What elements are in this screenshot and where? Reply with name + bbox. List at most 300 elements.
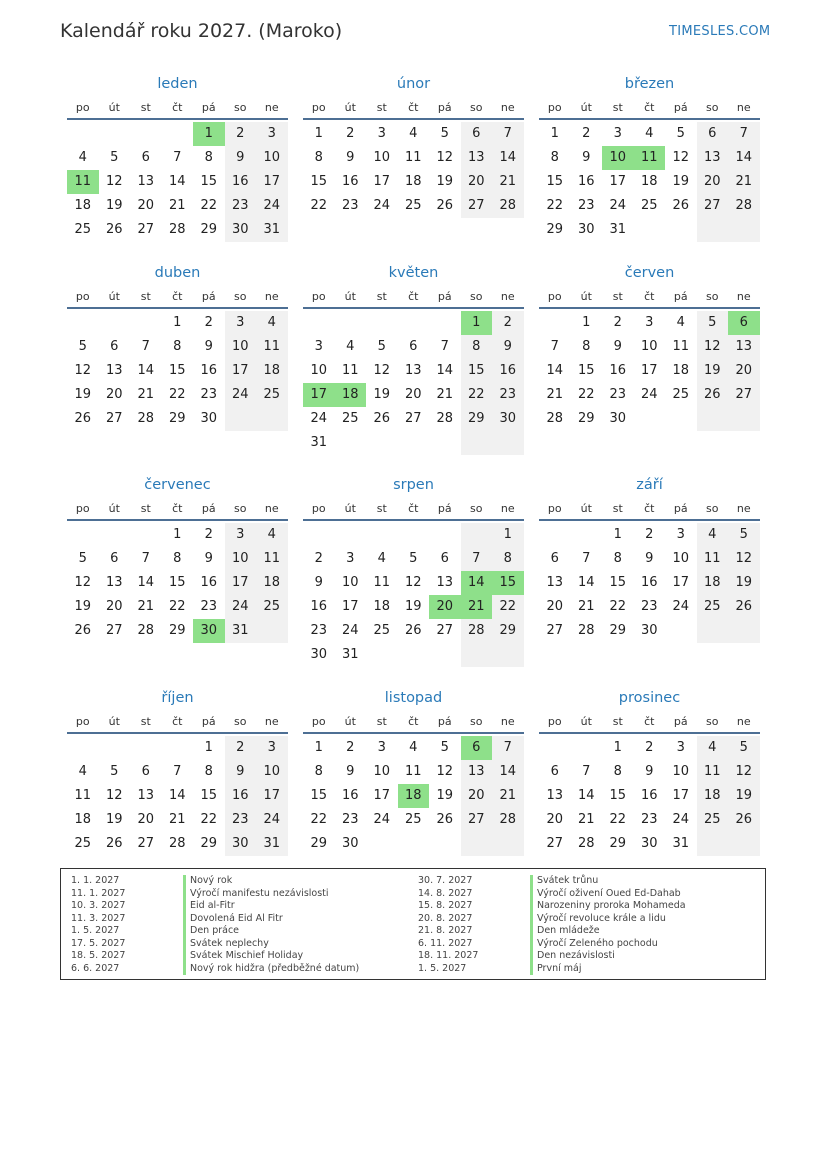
day-cell: 17 [225, 359, 257, 383]
empty-cell [335, 311, 367, 335]
month-name: březen [624, 76, 675, 92]
month-name: duben [154, 265, 201, 281]
day-cell: 27 [461, 808, 493, 832]
day-cell: 12 [74, 575, 92, 590]
day-cell: 22 [546, 198, 564, 213]
day-cell: 10 [640, 339, 658, 354]
empty-cell [366, 431, 398, 455]
day-cell: 23 [341, 812, 359, 827]
weekday-label: čt [644, 290, 655, 303]
day-cell: 5 [110, 764, 119, 779]
day-cell: 11 [373, 575, 391, 590]
day-cell: 28 [168, 222, 186, 237]
weekday-label: út [108, 502, 120, 515]
day-cell: 3 [613, 126, 622, 141]
day-cell: 26 [728, 808, 760, 832]
day-cell: 20 [461, 170, 493, 194]
day-cell: 3 [676, 527, 685, 542]
day-cell: 11 [404, 764, 422, 779]
day-cell: 15 [609, 788, 627, 803]
weekday-label: st [612, 715, 623, 728]
day-cell: 2 [225, 122, 257, 146]
day-cell: 21 [137, 387, 155, 402]
day-cell: 19 [373, 387, 391, 402]
day-cell: 4 [697, 736, 729, 760]
day-cell: 21 [168, 198, 186, 213]
day-cell: 13 [697, 146, 729, 170]
legend-date: 18. 11. 2027 [418, 950, 479, 961]
days-grid [303, 736, 524, 856]
day-cell: 10 [672, 551, 690, 566]
day-cell: 20 [429, 595, 461, 619]
day-cell: 27 [105, 411, 123, 426]
day-cell: 27 [461, 194, 493, 218]
day-cell: 16 [492, 359, 524, 383]
day-cell: 21 [461, 595, 493, 619]
weekday-label: út [344, 290, 356, 303]
day-cell: 5 [440, 740, 449, 755]
day-cell: 3 [377, 740, 386, 755]
day-cell: 25 [640, 198, 658, 213]
empty-cell [492, 832, 524, 856]
day-cell: 10 [256, 760, 288, 784]
legend-date: 1. 5. 2027 [418, 962, 467, 974]
day-cell: 18 [697, 571, 729, 595]
month-7 [67, 475, 288, 643]
month-6 [539, 263, 760, 431]
days-grid [303, 122, 524, 218]
day-cell: 26 [105, 222, 123, 237]
day-cell: 29 [200, 222, 218, 237]
weekday-label: čt [408, 290, 419, 303]
day-cell: 26 [436, 198, 454, 213]
day-cell: 1 [613, 740, 622, 755]
day-cell: 23 [609, 387, 627, 402]
empty-cell [728, 407, 760, 431]
day-cell: 24 [256, 194, 288, 218]
day-cell: 7 [461, 547, 493, 571]
weekday-label: ne [264, 290, 279, 303]
day-cell: 3 [314, 339, 323, 354]
day-cell: 27 [546, 623, 564, 638]
day-cell: 5 [728, 736, 760, 760]
month-name: říjen [161, 690, 194, 706]
days-grid [539, 736, 760, 856]
day-cell: 10 [310, 363, 328, 378]
weekday-label: čt [408, 502, 419, 515]
weekday-label: út [580, 101, 592, 114]
day-cell: 1 [173, 315, 182, 330]
weekday-label: pá [201, 101, 216, 114]
day-cell: 10 [341, 575, 359, 590]
day-cell: 26 [74, 623, 92, 638]
empty-cell [571, 736, 603, 760]
day-cell: 1 [314, 740, 323, 755]
empty-cell [256, 407, 288, 431]
day-cell: 10 [256, 146, 288, 170]
day-cell: 30 [640, 836, 658, 851]
day-cell: 1 [550, 126, 559, 141]
day-cell: 10 [602, 146, 634, 170]
day-cell: 29 [168, 411, 186, 426]
legend-date: 15. 8. 2027 [418, 900, 473, 911]
day-cell: 24 [225, 383, 257, 407]
day-cell: 24 [373, 198, 391, 213]
weekday-label: st [140, 715, 151, 728]
empty-cell [162, 736, 194, 760]
month-name: červenec [144, 477, 211, 493]
day-cell: 8 [492, 547, 524, 571]
day-cell: 12 [105, 174, 123, 189]
weekday-label: st [140, 101, 151, 114]
day-cell: 29 [168, 623, 186, 638]
day-cell: 9 [492, 335, 524, 359]
days-grid [67, 311, 288, 431]
day-cell: 4 [78, 764, 87, 779]
day-cell: 14 [137, 575, 155, 590]
day-cell: 30 [609, 411, 627, 426]
day-cell: 6 [550, 551, 559, 566]
day-cell: 15 [200, 788, 218, 803]
day-cell: 8 [613, 551, 622, 566]
day-cell: 28 [546, 411, 564, 426]
day-cell: 30 [193, 619, 225, 643]
empty-cell [303, 311, 335, 335]
day-cell: 9 [645, 551, 654, 566]
day-cell: 8 [314, 764, 323, 779]
empty-cell [366, 523, 398, 547]
day-cell: 3 [256, 736, 288, 760]
day-cell: 25 [341, 411, 359, 426]
empty-cell [429, 643, 461, 667]
day-cell: 15 [168, 363, 186, 378]
empty-cell [429, 523, 461, 547]
page-title: Kalendář roku 2027. (Maroko) [60, 20, 343, 42]
day-cell: 14 [546, 363, 564, 378]
day-cell: 3 [346, 551, 355, 566]
day-cell: 11 [404, 150, 422, 165]
day-cell: 16 [200, 363, 218, 378]
legend-date: 20. 8. 2027 [418, 912, 473, 924]
day-cell: 13 [546, 575, 564, 590]
day-cell: 8 [582, 339, 591, 354]
brand-logo-text[interactable]: TIMESLES.COM [669, 24, 771, 39]
day-cell: 21 [492, 784, 524, 808]
day-cell: 28 [461, 619, 493, 643]
day-cell: 16 [310, 599, 328, 614]
day-cell: 17 [609, 174, 627, 189]
day-cell: 14 [728, 146, 760, 170]
day-cell: 10 [672, 764, 690, 779]
day-cell: 29 [492, 619, 524, 643]
day-cell: 4 [256, 311, 288, 335]
day-cell: 10 [225, 335, 257, 359]
day-cell: 26 [404, 623, 422, 638]
empty-cell [665, 407, 697, 431]
day-cell: 24 [310, 411, 328, 426]
day-cell: 22 [200, 198, 218, 213]
empty-cell [398, 643, 430, 667]
weekday-label: so [470, 715, 483, 728]
day-cell: 2 [346, 126, 355, 141]
day-cell: 23 [341, 198, 359, 213]
month-4 [67, 263, 288, 431]
weekday-label: so [706, 502, 719, 515]
day-cell: 5 [110, 150, 119, 165]
empty-cell [335, 523, 367, 547]
empty-cell [303, 523, 335, 547]
weekday-label: pá [437, 290, 452, 303]
day-cell: 3 [225, 311, 257, 335]
day-cell: 6 [141, 764, 150, 779]
day-cell: 11 [256, 335, 288, 359]
month-11 [303, 688, 524, 856]
weekday-label: út [108, 290, 120, 303]
day-cell: 12 [105, 788, 123, 803]
day-cell: 8 [461, 335, 493, 359]
day-cell: 1 [461, 311, 493, 335]
day-cell: 13 [105, 363, 123, 378]
day-cell: 4 [346, 339, 355, 354]
day-cell: 12 [728, 547, 760, 571]
day-cell: 5 [440, 126, 449, 141]
day-cell: 4 [697, 523, 729, 547]
day-cell: 11 [74, 788, 92, 803]
day-cell: 2 [613, 315, 622, 330]
day-cell: 3 [645, 315, 654, 330]
day-cell: 30 [200, 411, 218, 426]
day-cell: 22 [310, 198, 328, 213]
day-cell: 16 [577, 174, 595, 189]
weekday-label: čt [172, 502, 183, 515]
day-cell: 27 [105, 623, 123, 638]
day-cell: 6 [110, 551, 119, 566]
day-cell: 7 [582, 551, 591, 566]
weekday-header [303, 712, 524, 734]
weekday-label: čt [644, 502, 655, 515]
weekday-label: st [612, 101, 623, 114]
weekday-label: ne [736, 715, 751, 728]
weekday-label: po [547, 502, 562, 515]
day-cell: 19 [436, 174, 454, 189]
day-cell: 23 [225, 808, 257, 832]
day-cell: 28 [492, 808, 524, 832]
day-cell: 2 [204, 315, 213, 330]
day-cell: 25 [74, 836, 92, 851]
weekday-label: ne [736, 290, 751, 303]
day-cell: 18 [74, 198, 92, 213]
day-cell: 26 [436, 812, 454, 827]
day-cell: 23 [200, 387, 218, 402]
day-cell: 24 [373, 812, 391, 827]
empty-cell [67, 122, 99, 146]
empty-cell [697, 407, 729, 431]
day-cell: 3 [256, 122, 288, 146]
day-cell: 8 [550, 150, 559, 165]
day-cell: 30 [577, 222, 595, 237]
weekday-label: po [311, 290, 326, 303]
weekday-label: pá [201, 715, 216, 728]
legend-date: 6. 6. 2027 [71, 962, 120, 974]
weekday-label: po [311, 502, 326, 515]
day-cell: 1 [173, 527, 182, 542]
day-cell: 4 [409, 126, 418, 141]
day-cell: 31 [225, 619, 257, 643]
day-cell: 13 [461, 146, 493, 170]
weekday-label: so [706, 715, 719, 728]
day-cell: 22 [492, 595, 524, 619]
legend-date: 11. 1. 2027 [71, 887, 126, 899]
day-cell: 2 [204, 527, 213, 542]
day-cell: 15 [310, 788, 328, 803]
day-cell: 4 [78, 150, 87, 165]
day-cell: 14 [168, 788, 186, 803]
day-cell: 1 [314, 126, 323, 141]
day-cell: 8 [613, 764, 622, 779]
day-cell: 13 [137, 788, 155, 803]
month-name: prosinec [618, 690, 681, 706]
day-cell: 4 [377, 551, 386, 566]
day-cell: 20 [105, 387, 123, 402]
weekday-label: čt [644, 715, 655, 728]
day-cell: 17 [373, 788, 391, 803]
legend-holiday-name: Výročí revoluce krále a lidu [530, 913, 666, 926]
weekday-label: po [547, 715, 562, 728]
day-cell: 14 [577, 575, 595, 590]
day-cell: 30 [492, 407, 524, 431]
day-cell: 18 [335, 383, 367, 407]
empty-cell [335, 431, 367, 455]
weekday-label: ne [264, 502, 279, 515]
day-cell: 26 [728, 595, 760, 619]
day-cell: 26 [74, 411, 92, 426]
day-cell: 20 [728, 359, 760, 383]
empty-cell [697, 832, 729, 856]
day-cell: 14 [436, 363, 454, 378]
day-cell: 9 [204, 551, 213, 566]
day-cell: 30 [225, 832, 257, 856]
legend-holiday-name: Výročí oživení Oued Ed-Dahab [530, 888, 681, 901]
day-cell: 7 [550, 339, 559, 354]
day-cell: 26 [373, 411, 391, 426]
day-cell: 15 [492, 571, 524, 595]
legend-holiday-name: Dovolená Eid Al Fitr [183, 913, 283, 926]
day-cell: 5 [676, 126, 685, 141]
days-grid [67, 122, 288, 242]
weekday-label: so [234, 715, 247, 728]
day-cell: 19 [728, 784, 760, 808]
empty-cell [492, 431, 524, 455]
empty-cell [429, 311, 461, 335]
weekday-label: st [140, 290, 151, 303]
day-cell: 28 [168, 836, 186, 851]
month-5 [303, 263, 524, 455]
weekday-label: st [376, 715, 387, 728]
day-cell: 18 [697, 784, 729, 808]
days-grid [303, 311, 524, 455]
month-name: červen [624, 265, 675, 281]
day-cell: 5 [697, 311, 729, 335]
day-cell: 29 [310, 836, 328, 851]
day-cell: 6 [409, 339, 418, 354]
weekday-label: čt [172, 101, 183, 114]
day-cell: 20 [404, 387, 422, 402]
month-name: listopad [384, 690, 443, 706]
days-grid [303, 523, 524, 667]
month-name: leden [157, 76, 198, 92]
day-cell: 19 [74, 387, 92, 402]
empty-cell [461, 832, 493, 856]
day-cell: 22 [168, 387, 186, 402]
empty-cell [492, 643, 524, 667]
empty-cell [162, 122, 194, 146]
empty-cell [728, 619, 760, 643]
day-cell: 18 [640, 174, 658, 189]
day-cell: 8 [314, 150, 323, 165]
day-cell: 16 [200, 575, 218, 590]
day-cell: 18 [256, 571, 288, 595]
weekday-header [67, 287, 288, 309]
weekday-header [539, 287, 760, 309]
weekday-label: st [376, 290, 387, 303]
day-cell: 12 [728, 760, 760, 784]
day-cell: 12 [436, 764, 454, 779]
day-cell: 7 [173, 764, 182, 779]
legend-date: 10. 3. 2027 [71, 900, 126, 911]
empty-cell [225, 407, 257, 431]
day-cell: 8 [204, 764, 213, 779]
day-cell: 12 [436, 150, 454, 165]
day-cell: 21 [168, 812, 186, 827]
day-cell: 20 [546, 812, 564, 827]
weekday-header [303, 499, 524, 521]
day-cell: 12 [404, 575, 422, 590]
empty-cell [99, 311, 131, 335]
day-cell: 19 [697, 359, 729, 383]
day-cell: 14 [137, 363, 155, 378]
day-cell: 23 [492, 383, 524, 407]
day-cell: 4 [409, 740, 418, 755]
empty-cell [539, 311, 571, 335]
day-cell: 1 [613, 527, 622, 542]
weekday-header [539, 98, 760, 120]
weekday-label: čt [172, 715, 183, 728]
legend-holiday-name: Nový rok hidžra (předběžné datum) [183, 963, 359, 976]
weekday-header [67, 499, 288, 521]
day-cell: 23 [577, 198, 595, 213]
weekday-label: po [547, 101, 562, 114]
days-grid [67, 523, 288, 643]
weekday-label: st [612, 290, 623, 303]
day-cell: 25 [74, 222, 92, 237]
day-cell: 17 [640, 363, 658, 378]
day-cell: 22 [609, 599, 627, 614]
legend-holiday-name: Svátek trůnu [530, 875, 598, 888]
day-cell: 26 [105, 836, 123, 851]
day-cell: 9 [645, 764, 654, 779]
weekday-label: pá [673, 101, 688, 114]
day-cell: 26 [672, 198, 690, 213]
weekday-label: ne [500, 290, 515, 303]
day-cell: 7 [141, 339, 150, 354]
empty-cell [130, 523, 162, 547]
weekday-label: st [376, 101, 387, 114]
day-cell: 27 [728, 383, 760, 407]
day-cell: 6 [697, 122, 729, 146]
day-cell: 3 [676, 740, 685, 755]
day-cell: 20 [546, 599, 564, 614]
empty-cell [697, 218, 729, 242]
